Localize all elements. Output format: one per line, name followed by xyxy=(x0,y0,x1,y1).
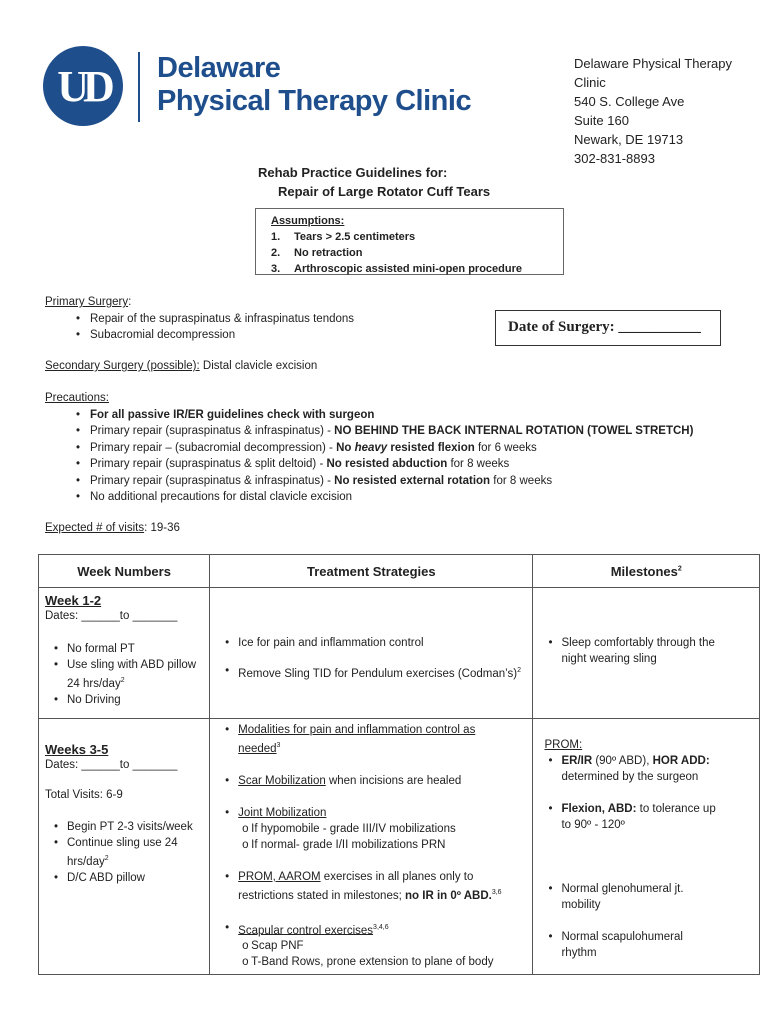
list-item: • For all passive IR/ER guidelines check with surgeon xyxy=(75,408,375,421)
table-row xyxy=(39,719,760,975)
precautions: Precautions: • For all passive IR/ER guidelines check with surgeon • Primary repair (supraspinatus & infraspinatus) - NO BEHIND THE BACK INTERNAL ROTATION (TOWEL STRETCH) • Primary repair – (subacromial decompression) - No heavy resisted flexion for 6 weeks • Primary repair (supraspinatus & split deltoid) - No resisted abduction for 8 weeks • Primary repair (supraspinatus & infraspinatus) - No resisted external rotation for 8 weeks • No additional precautions for distal clavicle excision xyxy=(45,390,693,506)
list-item: • No additional precautions for distal clavicle excision xyxy=(75,491,353,503)
week1-treatment: • Ice for pain and inflammation control • Remove Sling TID for Pendulum exercises (Codman’s)$^2$ xyxy=(210,588,533,719)
page-title: Rehab Practice Guidelines for: Repair of Large Rotator Cuff Tears xyxy=(258,165,491,199)
header-week-numbers: Week Numbers xyxy=(39,555,210,588)
header-milestones: Milestones$^2$ xyxy=(533,555,760,588)
header-treatment: Treatment Strategies xyxy=(210,555,533,588)
week3-treatment: • Modalities for pain and inflammation control as needed$^3$ • Scar Mobilization when incisions are healed • Joint Mobilization o If hypomobile - grade III/IV mobilizations o If normal- grade I/II mobilizations PRN • PROM, AAROM exercises in all planes only to restrictions stated in milestones; no IR in 0º ABD.$^{3,6}$ • Scapular control exercises$^{3,4,6}$ o Scap PNF o T-Band Rows, prone extension to plane of body xyxy=(210,719,533,975)
rehab-table xyxy=(38,554,760,975)
ud-logo: UD xyxy=(43,46,123,126)
clinic-logo-text: Delaware Physical Therapy Clinic xyxy=(157,52,472,117)
date-of-surgery-field[interactable]: Date of Surgery: ___________ xyxy=(495,310,721,346)
clinic-address: Delaware Physical Therapy Clinic 540 S. College Ave Suite 160 Newark, DE 19713 302-831-8893 xyxy=(574,56,732,166)
logo-divider xyxy=(138,52,140,122)
secondary-surgery: Secondary Surgery (possible): Distal clavicle excision xyxy=(45,360,318,372)
expected-visits: Expected # of visits: 19-36 xyxy=(45,522,180,534)
list-item: • Primary repair (supraspinatus & split deltoid) - No resisted abduction for 8 weeks xyxy=(75,458,510,470)
assumptions-box: Assumptions: 1. Tears > 2.5 centimeters 2. No retraction 3. Arthroscopic assisted mini-open procedure xyxy=(255,208,564,275)
week1-cell: Week 1-2 Dates: ______to _______ • No formal PT • Use sling with ABD pillow 24 hrs/day$^2$ • No Driving xyxy=(39,588,210,719)
table-row xyxy=(39,588,760,719)
week3-cell: Weeks 3-5 Dates: ______to _______ Total Visits: 6-9 • Begin PT 2-3 visits/week • Continue sling use 24 hrs/day$^2$ • D/C ABD pillow xyxy=(39,719,210,975)
list-item: • Primary repair (supraspinatus & infraspinatus) - NO BEHIND THE BACK INTERNAL ROTATION (TOWEL STRETCH) xyxy=(75,425,694,437)
list-item: • Primary repair (supraspinatus & infraspinatus) - No resisted external rotation for 8 weeks xyxy=(75,474,553,487)
week3-milestones: PROM: • ER/IR (90º ABD), HOR ADD: determined by the surgeon • Flexion, ABD: to tolerance up to 90º - 120º • Normal glenohumeral jt. mobility • Normal scapulohumeral rhythm xyxy=(533,719,760,975)
primary-surgery: Primary Surgery: • Repair of the supraspinatus & infraspinatus tendons • Subacromial decompression xyxy=(45,296,355,341)
list-item: • Primary repair – (subacromial decompression) - No heavy resisted flexion for 6 weeks xyxy=(75,441,537,454)
week1-milestones: • Sleep comfortably through the night wearing sling xyxy=(533,588,760,719)
